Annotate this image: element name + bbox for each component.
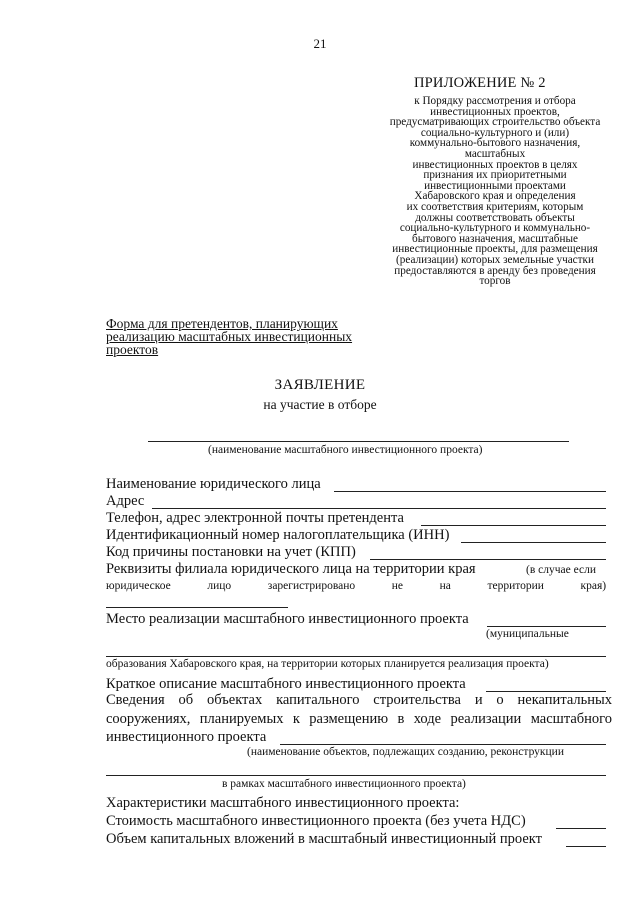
appendix-line: должны соответствовать объекты (415, 211, 575, 224)
inn-label: Идентификационный номер налогоплательщика (ИНН) (106, 527, 450, 543)
appendix-line: коммунально-бытового назначения, (409, 137, 581, 150)
appendix-line: бытового назначения, масштабные (412, 232, 578, 245)
objects-label-line2: сооружениях, планируемых к размещению в ходе реализации масштабного (106, 711, 612, 727)
project-name-caption: (наименование масштабного инвестиционного проекта) (208, 444, 483, 456)
characteristics-heading: Характеристики масштабного инвестиционного проекта: (106, 795, 460, 811)
inn-line (461, 542, 606, 543)
phone-email-line (421, 525, 606, 526)
objects-line (280, 744, 606, 745)
kpp-line (370, 559, 606, 560)
appendix-line: их соответствия критериям, которым (406, 200, 584, 213)
appendix-line: к Порядку рассмотрения и отбора (414, 95, 576, 107)
appendix-line: социально-культурного и (или) (420, 126, 570, 139)
legal-name-line (334, 491, 606, 492)
appendix-line: (реализации) которых земельные участки (396, 253, 594, 266)
project-name-line (148, 441, 569, 442)
cost-label: Стоимость масштабного инвестиционного проекта (без учета НДС) (106, 813, 526, 829)
address-label: Адрес (106, 493, 145, 509)
form-name-line: реализацию масштабных инвестиционных (106, 329, 353, 344)
phone-email-label: Телефон, адрес электронной почты претендента (106, 510, 404, 526)
capital-label: Объем капитальных вложений в масштабный инвестиционный проект (106, 831, 542, 847)
appendix-line: предоставляются в аренду без проведения (394, 264, 596, 277)
branch-note-word: на (439, 580, 451, 592)
branch-note-continued (106, 580, 606, 592)
appendix-line: социально-культурного и коммунально- (399, 222, 591, 235)
page-number: 21 (313, 36, 327, 51)
capital-line (566, 846, 606, 847)
address-line (152, 508, 606, 509)
appendix-description (370, 96, 620, 287)
appendix-line: инвестиционных проектов в целях (412, 158, 578, 171)
appendix-line: инвестиционные проекты, для размещения (392, 243, 598, 256)
appendix-title: ПРИЛОЖЕНИЕ № 2 (414, 75, 546, 91)
form-name-line: Форма для претендентов, планирующих (106, 316, 338, 331)
branch-note-word: территории (487, 580, 544, 592)
objects-note: (наименование объектов, подлежащих созданию, реконструкции (247, 746, 564, 758)
appendix-line: Хабаровского края и определения (414, 190, 576, 203)
branch-note-word: лицо (207, 580, 232, 592)
appendix-line: инвестиционными проектами (424, 179, 566, 192)
branch-label: Реквизиты филиала юридического лица на территории края (106, 561, 476, 577)
kpp-label: Код причины постановки на учет (КПП) (106, 544, 356, 560)
branch-note-word: края) (580, 580, 607, 592)
location-line (487, 626, 606, 627)
legal-name-label: Наименование юридического лица (106, 476, 321, 492)
appendix-line: признания их приоритетными (423, 169, 567, 182)
branch-note: (в случае если (526, 564, 596, 576)
location-note-continued: образования Хабаровского края, на территории которых планируется реализация проекта) (106, 658, 549, 670)
appendix-line: инвестиционных проектов, (430, 105, 560, 118)
location-note: (муниципальные (486, 628, 569, 640)
statement-title: ЗАЯВЛЕНИЕ (274, 377, 366, 393)
form-name (106, 317, 352, 356)
appendix-line: предусматривающих строительство объекта (389, 116, 601, 129)
branch-note-word: зарегистрировано (267, 580, 356, 592)
form-name-line: проектов (106, 342, 159, 357)
location-line-2 (106, 656, 606, 657)
appendix-line: масштабных (464, 147, 526, 160)
objects-label-line1: Сведения об объектах капитального строительства и о некапитальных (106, 692, 612, 708)
description-label: Краткое описание масштабного инвестиционного проекта (106, 676, 466, 692)
statement-subtitle: на участие в отборе (263, 397, 377, 412)
branch-line (106, 607, 288, 608)
objects-label-line3: инвестиционного проекта (106, 729, 267, 745)
cost-line (556, 828, 606, 829)
objects-line-2 (106, 775, 606, 776)
location-label: Место реализации масштабного инвестиционного проекта (106, 611, 469, 627)
objects-note-continued: в рамках масштабного инвестиционного проекта) (222, 778, 466, 790)
branch-note-word: юридическое (106, 580, 171, 592)
appendix-line: торгов (479, 275, 511, 288)
branch-note-word: не (391, 580, 403, 592)
